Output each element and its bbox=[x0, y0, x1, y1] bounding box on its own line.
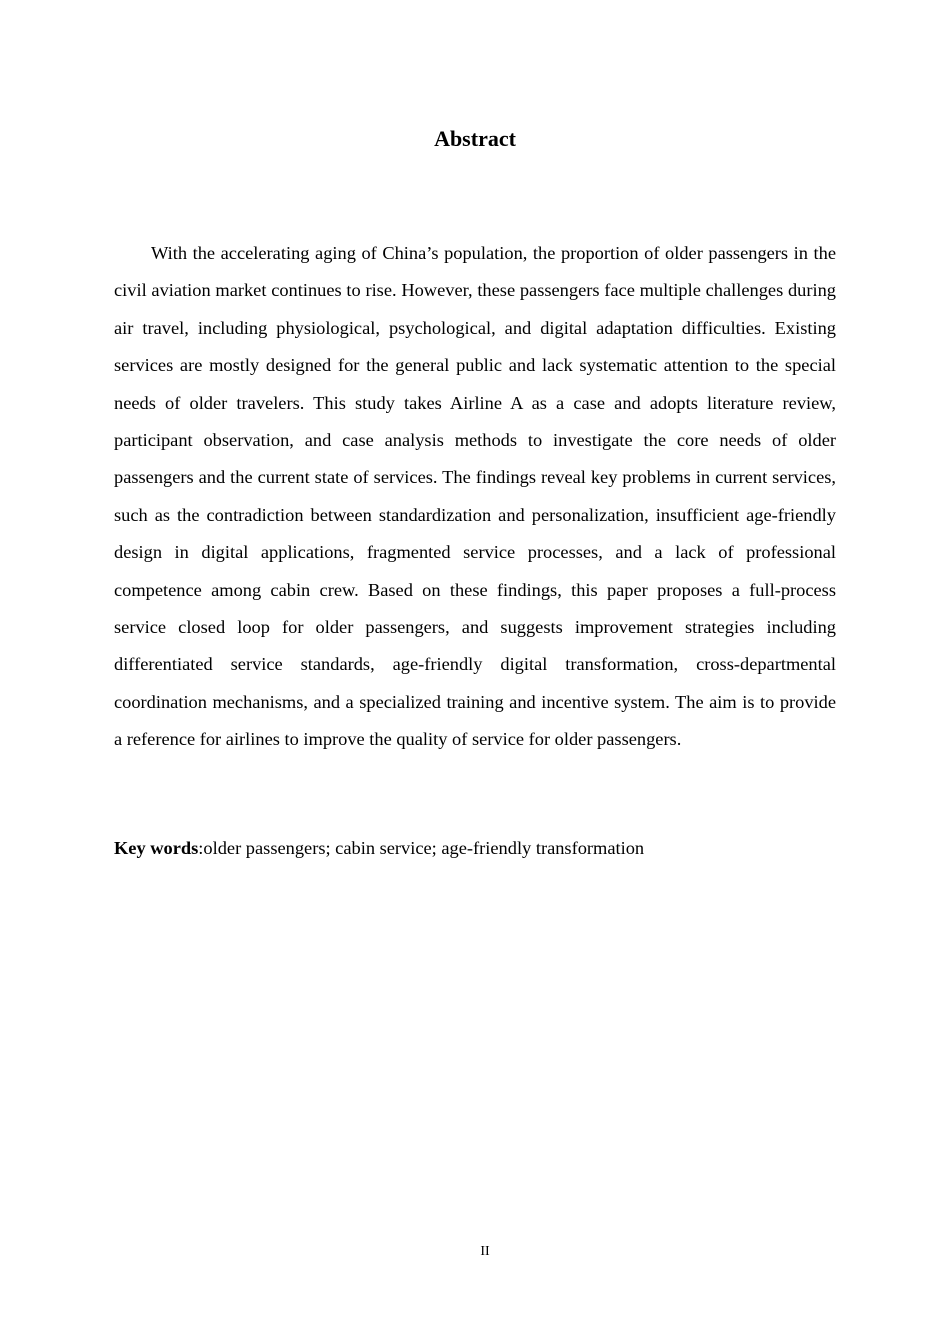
keywords-value: older passengers; cabin service; age-friendly transformation bbox=[203, 838, 645, 858]
page-number: II bbox=[480, 1244, 490, 1259]
keywords-separator: : bbox=[198, 838, 204, 858]
keywords-label: Key words bbox=[114, 838, 199, 858]
abstract-paragraph: With the accelerating aging of China’s population, the proportion of older passengers in the civil aviation market continues to rise. However, these passengers face multiple challenges during air travel, including physiological, psychological, and digital adaptation difficulties. Existing services are mostly designed for the general public and lack systematic attention to the special needs of older travelers. This study takes Airline A as a case and adopts literature review, participant observation, and case analysis methods to investigate the core needs of older passengers and the current state of services. The findings reveal key problems in current services, such as the contradiction between standardization and personalization, insufficient age-friendly design in digital applications, fragmented service processes, and a lack of professional competence among cabin crew. Based on these findings, this paper proposes a full-process service closed loop for older passengers, and suggests improvement strategies including differentiated service standards, age-friendly digital transformation, cross-departmental coordination mechanisms, and a specialized training and incentive system. The aim is to provide a reference for airlines to improve the quality of service for older passengers. bbox=[114, 243, 836, 750]
keywords-line bbox=[114, 833, 836, 863]
abstract-title: Abstract bbox=[434, 126, 516, 151]
